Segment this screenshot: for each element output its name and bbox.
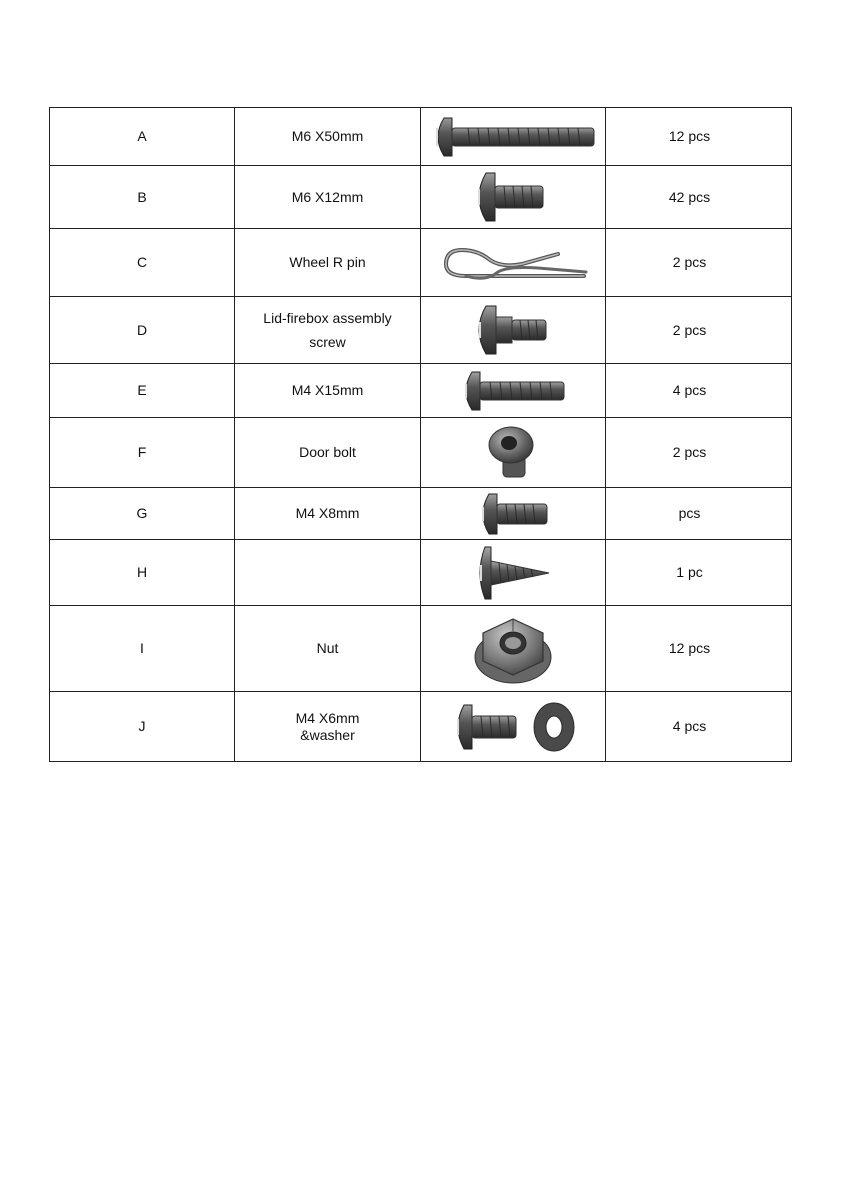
part-image xyxy=(421,229,606,297)
description-line: M4 X6mm xyxy=(295,710,360,727)
table-row xyxy=(50,606,792,692)
medium-bolt-icon xyxy=(458,368,568,414)
table-row xyxy=(50,229,792,297)
part-letter: A xyxy=(50,108,235,166)
part-description: M4 X8mm xyxy=(235,488,421,540)
part-image xyxy=(421,297,606,364)
table-row xyxy=(50,364,792,418)
part-image xyxy=(421,418,606,488)
part-description: Wheel R pin xyxy=(235,229,421,297)
part-image xyxy=(421,488,606,540)
part-description: M6 X12mm xyxy=(235,166,421,229)
part-quantity: 2 pcs xyxy=(606,229,792,297)
table-row xyxy=(50,692,792,762)
flange-nut-icon xyxy=(471,611,555,687)
r-pin-icon xyxy=(438,238,588,288)
description-line: screw xyxy=(309,334,346,350)
part-quantity: 1 pc xyxy=(606,540,792,606)
table-row xyxy=(50,108,792,166)
table-row xyxy=(50,418,792,488)
part-image xyxy=(421,692,606,762)
part-letter: F xyxy=(50,418,235,488)
part-letter: J xyxy=(50,692,235,762)
part-quantity: 12 pcs xyxy=(606,606,792,692)
part-quantity: pcs xyxy=(606,488,792,540)
bolt-and-washer-icon xyxy=(448,699,578,755)
part-description xyxy=(235,692,421,762)
part-image xyxy=(421,108,606,166)
part-description: M6 X50mm xyxy=(235,108,421,166)
short-bolt-icon xyxy=(468,169,558,225)
part-image xyxy=(421,606,606,692)
small-bolt-icon xyxy=(473,491,553,537)
long-bolt-icon xyxy=(428,112,598,162)
table-row xyxy=(50,166,792,229)
description-line: Lid-firebox assembly xyxy=(263,309,392,326)
part-description xyxy=(235,540,421,606)
part-quantity: 12 pcs xyxy=(606,108,792,166)
part-quantity: 2 pcs xyxy=(606,297,792,364)
part-letter: H xyxy=(50,540,235,606)
part-letter: I xyxy=(50,606,235,692)
part-letter: C xyxy=(50,229,235,297)
table-row xyxy=(50,540,792,606)
part-description: M4 X15mm xyxy=(235,364,421,418)
hardware-table xyxy=(49,107,792,762)
part-letter: B xyxy=(50,166,235,229)
part-image xyxy=(421,364,606,418)
door-bolt-icon xyxy=(483,423,543,483)
part-image xyxy=(421,540,606,606)
part-description: Nut xyxy=(235,606,421,692)
part-quantity: 42 pcs xyxy=(606,166,792,229)
part-letter: D xyxy=(50,297,235,364)
part-description: Door bolt xyxy=(235,418,421,488)
part-letter: G xyxy=(50,488,235,540)
part-image xyxy=(421,166,606,229)
wood-screw-icon xyxy=(473,545,553,601)
shoulder-screw-icon xyxy=(468,302,558,358)
part-quantity: 4 pcs xyxy=(606,692,792,762)
part-quantity: 4 pcs xyxy=(606,364,792,418)
table-row xyxy=(50,297,792,364)
part-quantity: 2 pcs xyxy=(606,418,792,488)
part-letter: E xyxy=(50,364,235,418)
part-description xyxy=(235,297,421,364)
table-row xyxy=(50,488,792,540)
description-line: &washer xyxy=(300,726,355,743)
